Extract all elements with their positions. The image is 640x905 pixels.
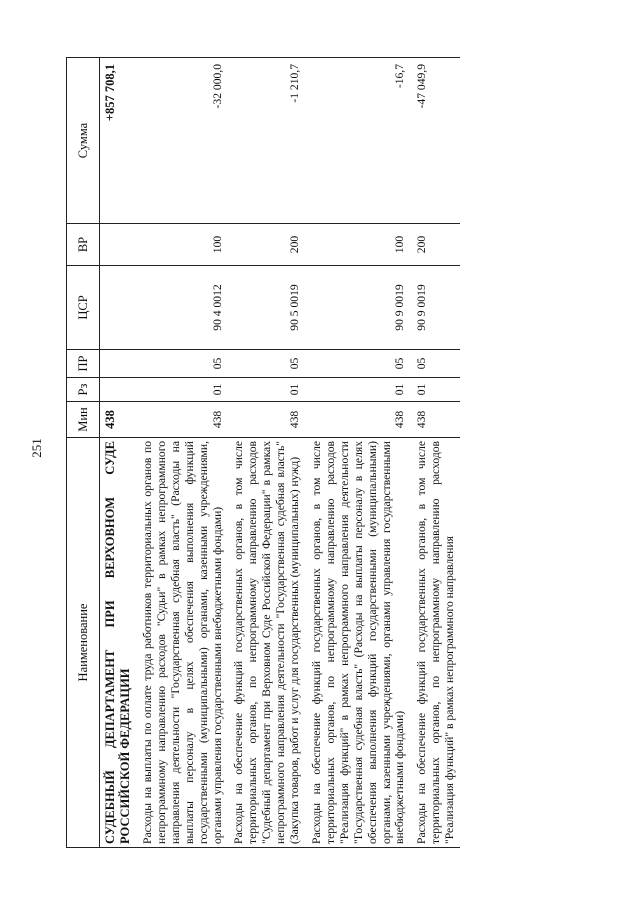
row-sum: -1 210,7 bbox=[227, 58, 305, 224]
header-name: Наименование bbox=[67, 438, 100, 848]
row-min: 438 bbox=[410, 402, 460, 438]
budget-table bbox=[66, 57, 460, 848]
table-row bbox=[136, 58, 227, 848]
row-rz: 01 bbox=[227, 378, 305, 402]
row-min: 438 bbox=[136, 402, 227, 438]
row-rz: 01 bbox=[410, 378, 460, 402]
row-csr bbox=[100, 266, 137, 350]
row-sum: +857 708,1 bbox=[100, 58, 137, 224]
row-min: 438 bbox=[227, 402, 305, 438]
row-pr: 05 bbox=[227, 350, 305, 378]
row-rz bbox=[100, 378, 137, 402]
row-rz: 01 bbox=[305, 378, 410, 402]
header-rz: Рз bbox=[67, 378, 100, 402]
page-number: 251 bbox=[29, 438, 44, 458]
row-pr: 05 bbox=[305, 350, 410, 378]
row-csr: 90 5 0019 bbox=[227, 266, 305, 350]
header-min: Мин bbox=[67, 402, 100, 438]
row-pr: 05 bbox=[410, 350, 460, 378]
row-name: Расходы на выплаты по оплате труда работников территориальных органов по непрограммному направлению расходов "Судьи" в рамках непрограммного направления деятельности "Государственная судебная власть" (Расходы на выплаты персоналу в целях обеспечения выполнения функций государственными (муниципальными) органами, казенными учреждениями, органами управления государственными внебюджетными фондами) bbox=[136, 438, 227, 848]
row-min: 438 bbox=[305, 402, 410, 438]
table-row bbox=[410, 58, 460, 848]
row-csr: 90 9 0019 bbox=[305, 266, 410, 350]
row-name: Расходы на обеспечение функций государственных органов, в том числе территориальных органов, по непрограммному направлению расходов "Реализация функций" в рамках непрограммного направления bbox=[410, 438, 460, 848]
row-sum: -32 000,0 bbox=[136, 58, 227, 224]
header-sum: Сумма bbox=[67, 58, 100, 224]
row-vr: 100 bbox=[305, 224, 410, 266]
row-csr: 90 9 0019 bbox=[410, 266, 460, 350]
row-name: Расходы на обеспечение функций государственных органов, в том числе территориальных органов, по непрограммному направлению расходов "Судебный департамент при Верховном Суде Российской Федерации" в рамках непрограммного направления деятельности "Государственная судебная власть" (Закупка товаров, работ и услуг для государственных (муниципальных) нужд) bbox=[227, 438, 305, 848]
table-row bbox=[100, 58, 137, 848]
row-vr: 200 bbox=[227, 224, 305, 266]
row-vr: 100 bbox=[136, 224, 227, 266]
rotated-page bbox=[66, 58, 606, 848]
row-sum: -47 049,9 bbox=[410, 58, 460, 224]
row-sum: -16,7 bbox=[305, 58, 410, 224]
row-pr bbox=[100, 350, 137, 378]
row-vr: 200 bbox=[410, 224, 460, 266]
header-pr: ПР bbox=[67, 350, 100, 378]
row-rz: 01 bbox=[136, 378, 227, 402]
row-csr: 90 4 0012 bbox=[136, 266, 227, 350]
row-name: СУДЕБНЫЙ ДЕПАРТАМЕНТ ПРИ ВЕРХОВНОМ СУДЕ РОССИЙСКОЙ ФЕДЕРАЦИИ bbox=[100, 438, 137, 848]
table-row bbox=[227, 58, 305, 848]
row-name: Расходы на обеспечение функций государственных органов, в том числе территориальных органов, по непрограммному направлению расходов "Реализация функций" в рамках непрограммного направления деятельности "Государственная судебная власть" (Расходы на выплаты персоналу в целях обеспечения выполнения функций государственными (муниципальными) органами, казенными учреждениями, органами управления государственными внебюджетными фондами) bbox=[305, 438, 410, 848]
header-vr: ВР bbox=[67, 224, 100, 266]
row-min: 438 bbox=[100, 402, 137, 438]
row-pr: 05 bbox=[136, 350, 227, 378]
table-row bbox=[305, 58, 410, 848]
row-vr bbox=[100, 224, 137, 266]
header-csr: ЦСР bbox=[67, 266, 100, 350]
table-header-row bbox=[67, 58, 100, 848]
